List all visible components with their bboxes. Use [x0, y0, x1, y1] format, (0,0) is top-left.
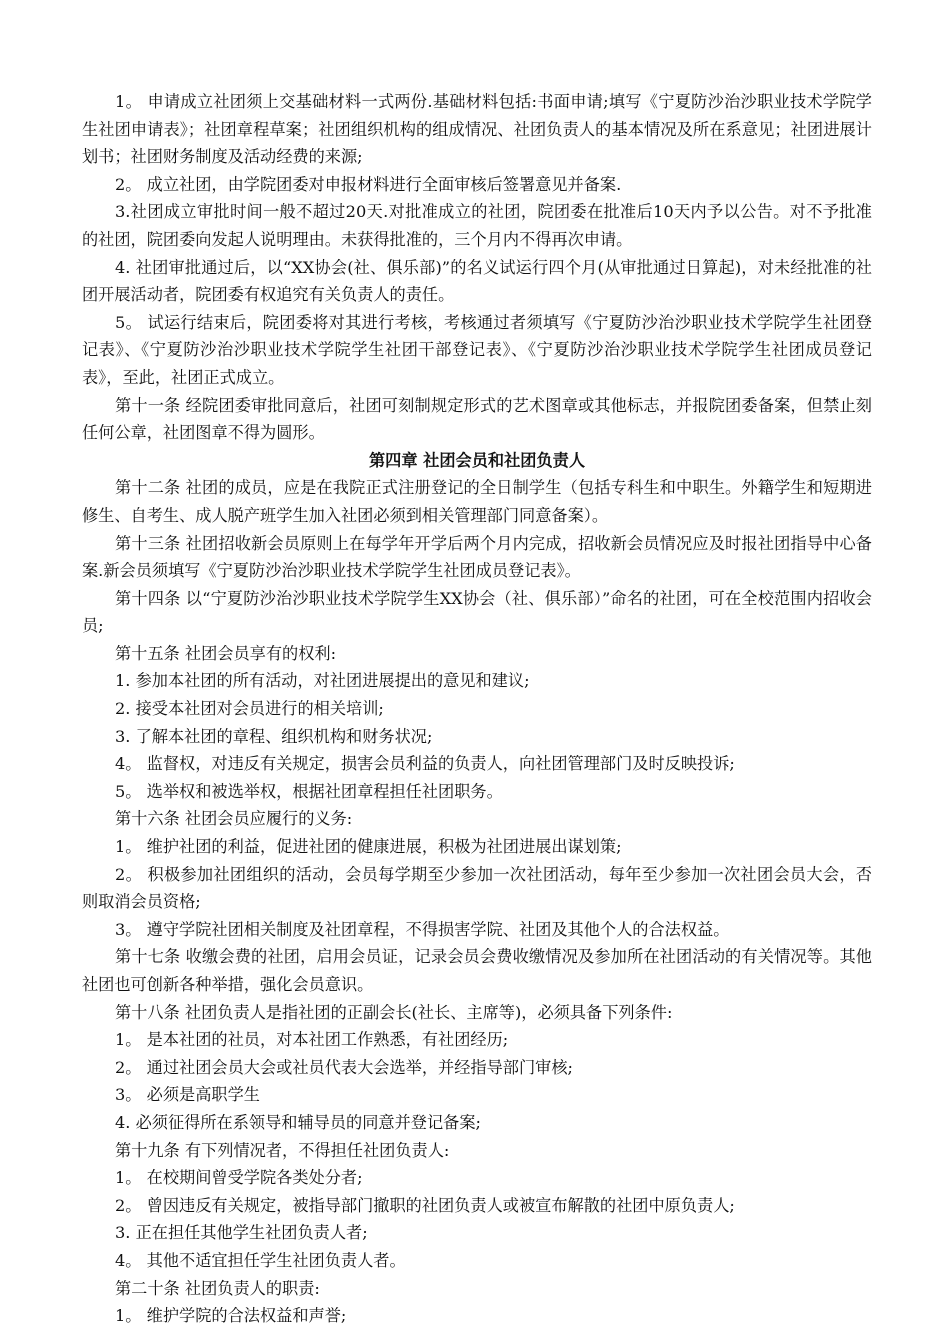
paragraph: 3.社团成立审批时间一般不超过20天.对批准成立的社团，院团委在批准后10天内予以公告。对不予批准的社团，院团委向发起人说明理由。未获得批准的，三个月内不得再次申请。 — [82, 202, 872, 249]
paragraph: 4. 社团审批通过后，以“XX协会(社、俱乐部)”的名义试运行四个月(从审批通过日算起)，对未经批准的社团开展活动者，院团委有权追究有关负责人的责任。 — [82, 257, 872, 305]
article: 第十四条 以“宁夏防沙治沙职业技术学院学生XX协会（社、俱乐部）”命名的社团，可在全校范围内招收会员; — [82, 588, 872, 636]
list-item: 1。 维护学院的合法权益和声誉; — [115, 1306, 347, 1326]
list-item: 2。 曾因违反有关规定，被指导部门撤职的社团负责人或被宣布解散的社团中原负责人; — [115, 1195, 735, 1215]
list-item: 2。 积极参加社团组织的活动，会员每学期至少参加一次社团活动，每年至少参加一次社团会员大会，否则取消会员资格; — [82, 864, 872, 912]
chapter-title: 第四章 社团会员和社团负责人 — [368, 450, 586, 470]
list-item: 1。 是本社团的社员，对本社团工作熟悉，有社团经历; — [115, 1030, 509, 1050]
list-item: 3. 正在担任其他学生社团负责人者; — [115, 1223, 368, 1243]
paragraph: 第十一条 经院团委审批同意后，社团可刻制规定形式的艺术图章或其他标志，并报院团委备案，但禁止刻任何公章，社团图章不得为圆形。 — [82, 395, 872, 443]
paragraph: 2。 成立社团，由学院团委对申报材料进行全面审核后签署意见并备案. — [115, 174, 622, 194]
list-item: 4。 监督权，对违反有关规定，损害会员利益的负责人，向社团管理部门及时反映投诉; — [115, 754, 735, 774]
article: 第十三条 社团招收新会员原则上在每学年开学后两个月内完成，招收新会员情况应及时报社团指导中心备案.新会员须填写《宁夏防沙治沙职业技术学院学生社团成员登记表》。 — [82, 533, 872, 581]
list-item: 1. 参加本社团的所有活动，对社团进展提出的意见和建议; — [115, 671, 530, 691]
article: 第十九条 有下列情况者，不得担任社团负责人: — [115, 1140, 450, 1160]
list-item: 4. 必须征得所在系领导和辅导员的同意并登记备案; — [115, 1112, 481, 1132]
list-item: 2。 通过社团会员大会或社员代表大会选举，并经指导部门审核; — [115, 1057, 573, 1077]
list-item: 1。 维护社团的利益，促进社团的健康进展，积极为社团进展出谋划策; — [115, 837, 622, 857]
list-item: 4。 其他不适宜担任学生社团负责人者。 — [115, 1250, 406, 1270]
list-item: 3。 遵守学院社团相关制度及社团章程，不得损害学院、社团及其他个人的合法权益。 — [115, 919, 730, 939]
article: 第十七条 收缴会费的社团，启用会员证，记录会员会费收缴情况及参加所在社团活动的有关情况等。其他社团也可创新各种举措，强化会员意识。 — [82, 947, 872, 994]
list-item: 1。 在校期间曾受学院各类处分者; — [115, 1168, 363, 1188]
list-item: 3. 了解本社团的章程、组织机构和财务状况; — [115, 726, 433, 746]
paragraph: 5。 试运行结束后，院团委将对其进行考核，考核通过者须填写《宁夏防沙治沙职业技术学院学生社团登记表》、《宁夏防沙治沙职业技术学院学生社团干部登记表》、《宁夏防沙治沙职业技术学院学生社团成员登记表》，至此，社团正式成立。 — [82, 312, 872, 387]
paragraph: 1。 申请成立社团须上交基础材料一式两份.基础材料包括:书面申请;填写《宁夏防沙治沙职业技术学院学生社团申请表》；社团章程草案；社团组织机构的组成情况、社团负责人的基本情况及所在系意见；社团进展计划书；社团财务制度及活动经费的来源; — [82, 92, 872, 167]
document-page — [82, 88, 872, 1330]
list-item: 3。 必须是高职学生 — [115, 1085, 260, 1105]
article: 第十六条 社团会员应履行的义务: — [115, 809, 353, 829]
article: 第十二条 社团的成员，应是在我院正式注册登记的全日制学生（包括专科生和中职生。外籍学生和短期进修生、自考生、成人脱产班学生加入社团必须到相关管理部门同意备案）。 — [82, 478, 872, 525]
list-item: 2. 接受本社团对会员进行的相关培训; — [115, 699, 384, 719]
article: 第十五条 社团会员享有的权利: — [115, 643, 337, 663]
article: 第十八条 社团负责人是指社团的正副会长(社长、主席等)，必须具备下列条件: — [115, 1002, 673, 1022]
list-item: 5。 选举权和被选举权，根据社团章程担任社团职务。 — [115, 781, 503, 801]
article: 第二十条 社团负责人的职责: — [115, 1278, 320, 1298]
